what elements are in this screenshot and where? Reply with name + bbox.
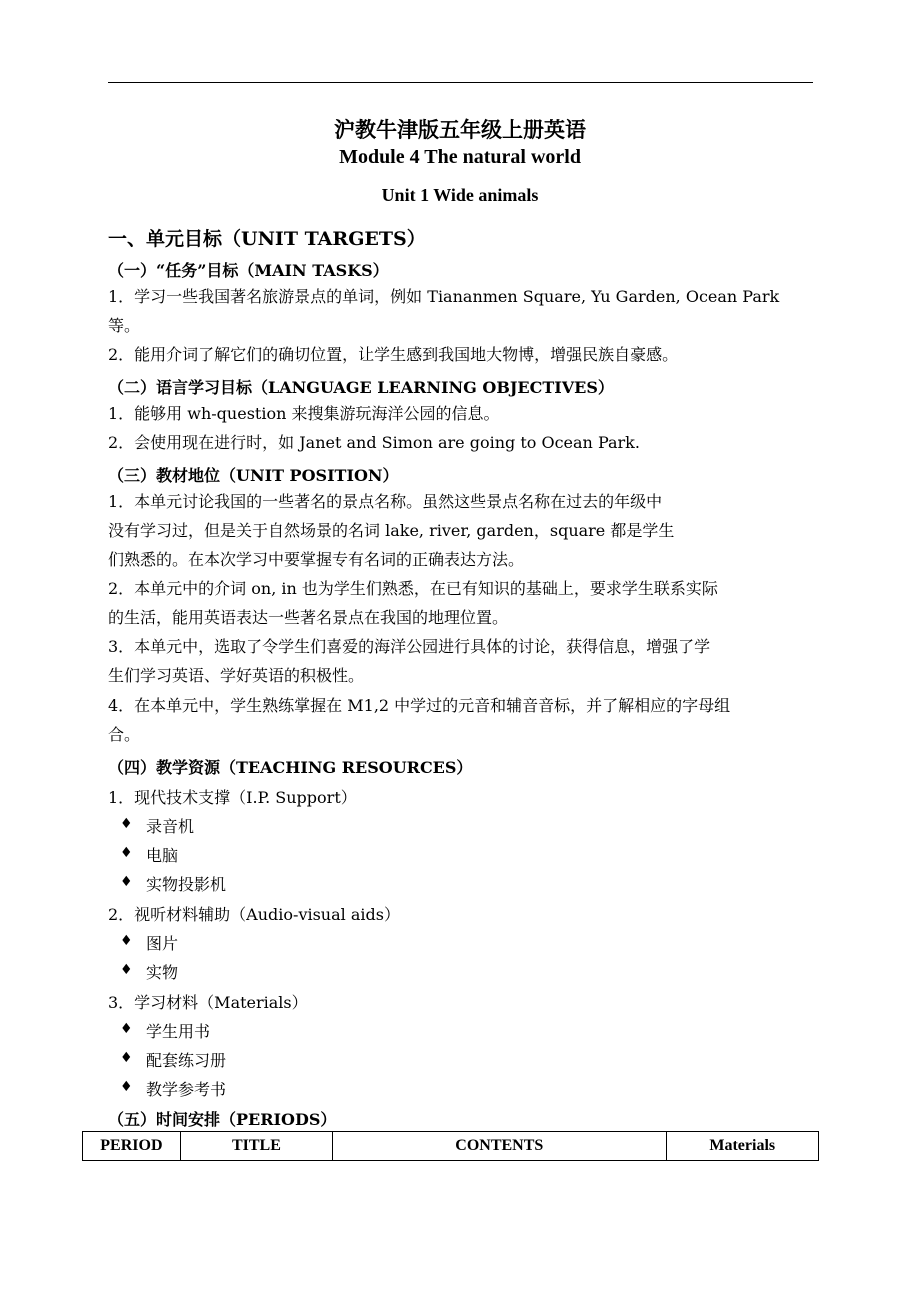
main-task-item-1 [108,282,814,340]
unit-position-item-4-line1: 4．在本单元中，学生熟练掌握在 M1,2 中学过的元音和辅音音标，并了解相应的字母组 [108,696,731,715]
unit-position-item-2-line1: 2．本单元中的介词 on, in 也为学生们熟悉，在已有知识的基础上，要求学生联系实际 [108,579,718,598]
unit-position-item-4 [108,691,814,749]
unit-position-item-1-line1: 1．本单元讨论我国的一些著名的景点名称。虽然这些景点名称在过去的年级中 [108,492,663,511]
column-header-materials: Materials [666,1132,818,1161]
resource-group-2-title: 2．视听材料辅助（Audio-visual aids） [108,905,400,924]
main-task-item-1-line2: 等。 [108,316,141,335]
module-title: Module 4 The natural world [339,146,581,168]
main-task-item-2: 2．能用介词了解它们的确切位置，让学生感到我国地大物博，增强民族自豪感。 [108,345,679,364]
diamond-bullet-icon: ♦ [120,816,133,832]
periods-table [82,1131,819,1161]
diamond-bullet-icon: ♦ [120,933,133,949]
unit-title: Unit 1 Wide animals [381,185,539,205]
diamond-bullet-icon: ♦ [120,1079,133,1095]
periods-heading: （五）时间安排（PERIODS） [108,1110,337,1129]
document-title: 沪教牛津版五年级上册英语 [334,117,586,142]
teaching-resources-heading: （四）教学资源（TEACHING RESOURCES） [108,758,473,777]
header-rule [108,82,813,83]
unit-position-item-1 [108,487,814,574]
unit-position-item-1-line3: 们熟悉的。在本次学习中要掌握专有名词的正确表达方法。 [108,550,525,569]
language-objective-2: 2．会使用现在进行时，如 Janet and Simon are going to Ocean Park. [108,433,640,452]
language-objective-1: 1．能够用 wh-question 来搜集游玩海洋公园的信息。 [108,404,500,423]
resource-item: 配套练习册 [146,1051,227,1070]
main-task-item-1-line1: 1．学习一些我国著名旅游景点的单词，例如 Tiananmen Square, Yu Garden, Ocean Park [108,287,780,306]
diamond-bullet-icon: ♦ [120,1021,133,1037]
main-tasks-heading: （一）“任务”目标（MAIN TASKS） [108,261,389,280]
resource-item: 教学参考书 [146,1080,227,1099]
unit-position-item-3-line1: 3．本单元中，选取了令学生们喜爱的海洋公园进行具体的讨论，获得信息，增强了学 [108,637,711,656]
diamond-bullet-icon: ♦ [120,874,133,890]
resource-item: 实物投影机 [146,875,227,894]
resource-item: 学生用书 [146,1022,211,1041]
resource-group-3-title: 3．学习材料（Materials） [108,993,308,1012]
unit-position-item-2 [108,574,814,632]
unit-position-heading: （三）教材地位（UNIT POSITION） [108,466,399,485]
unit-position-item-1-line2: 没有学习过，但是关于自然场景的名词 lake, river, garden，square 都是学生 [108,521,675,540]
resource-group-1-title: 1．现代技术支撑（I.P. Support） [108,788,357,807]
table-header-row [83,1132,819,1161]
resource-item: 电脑 [146,846,179,865]
resource-item: 实物 [146,963,179,982]
diamond-bullet-icon: ♦ [120,845,133,861]
language-objectives-heading: （二）语言学习目标（LANGUAGE LEARNING OBJECTIVES） [108,378,614,397]
diamond-bullet-icon: ♦ [120,962,133,978]
unit-position-item-4-line2: 合。 [108,725,141,744]
unit-position-item-3 [108,632,814,690]
diamond-bullet-icon: ♦ [120,1050,133,1066]
unit-position-item-2-line2: 的生活，能用英语表达一些著名景点在我国的地理位置。 [108,608,509,627]
column-header-contents: CONTENTS [333,1132,666,1161]
unit-position-item-3-line2: 生们学习英语、学好英语的积极性。 [108,666,365,685]
column-header-title: TITLE [180,1132,332,1161]
resource-item: 图片 [146,934,179,953]
resource-item: 录音机 [146,817,195,836]
column-header-period: PERIOD [83,1132,181,1161]
unit-targets-heading: 一、单元目标（UNIT TARGETS） [108,228,426,250]
